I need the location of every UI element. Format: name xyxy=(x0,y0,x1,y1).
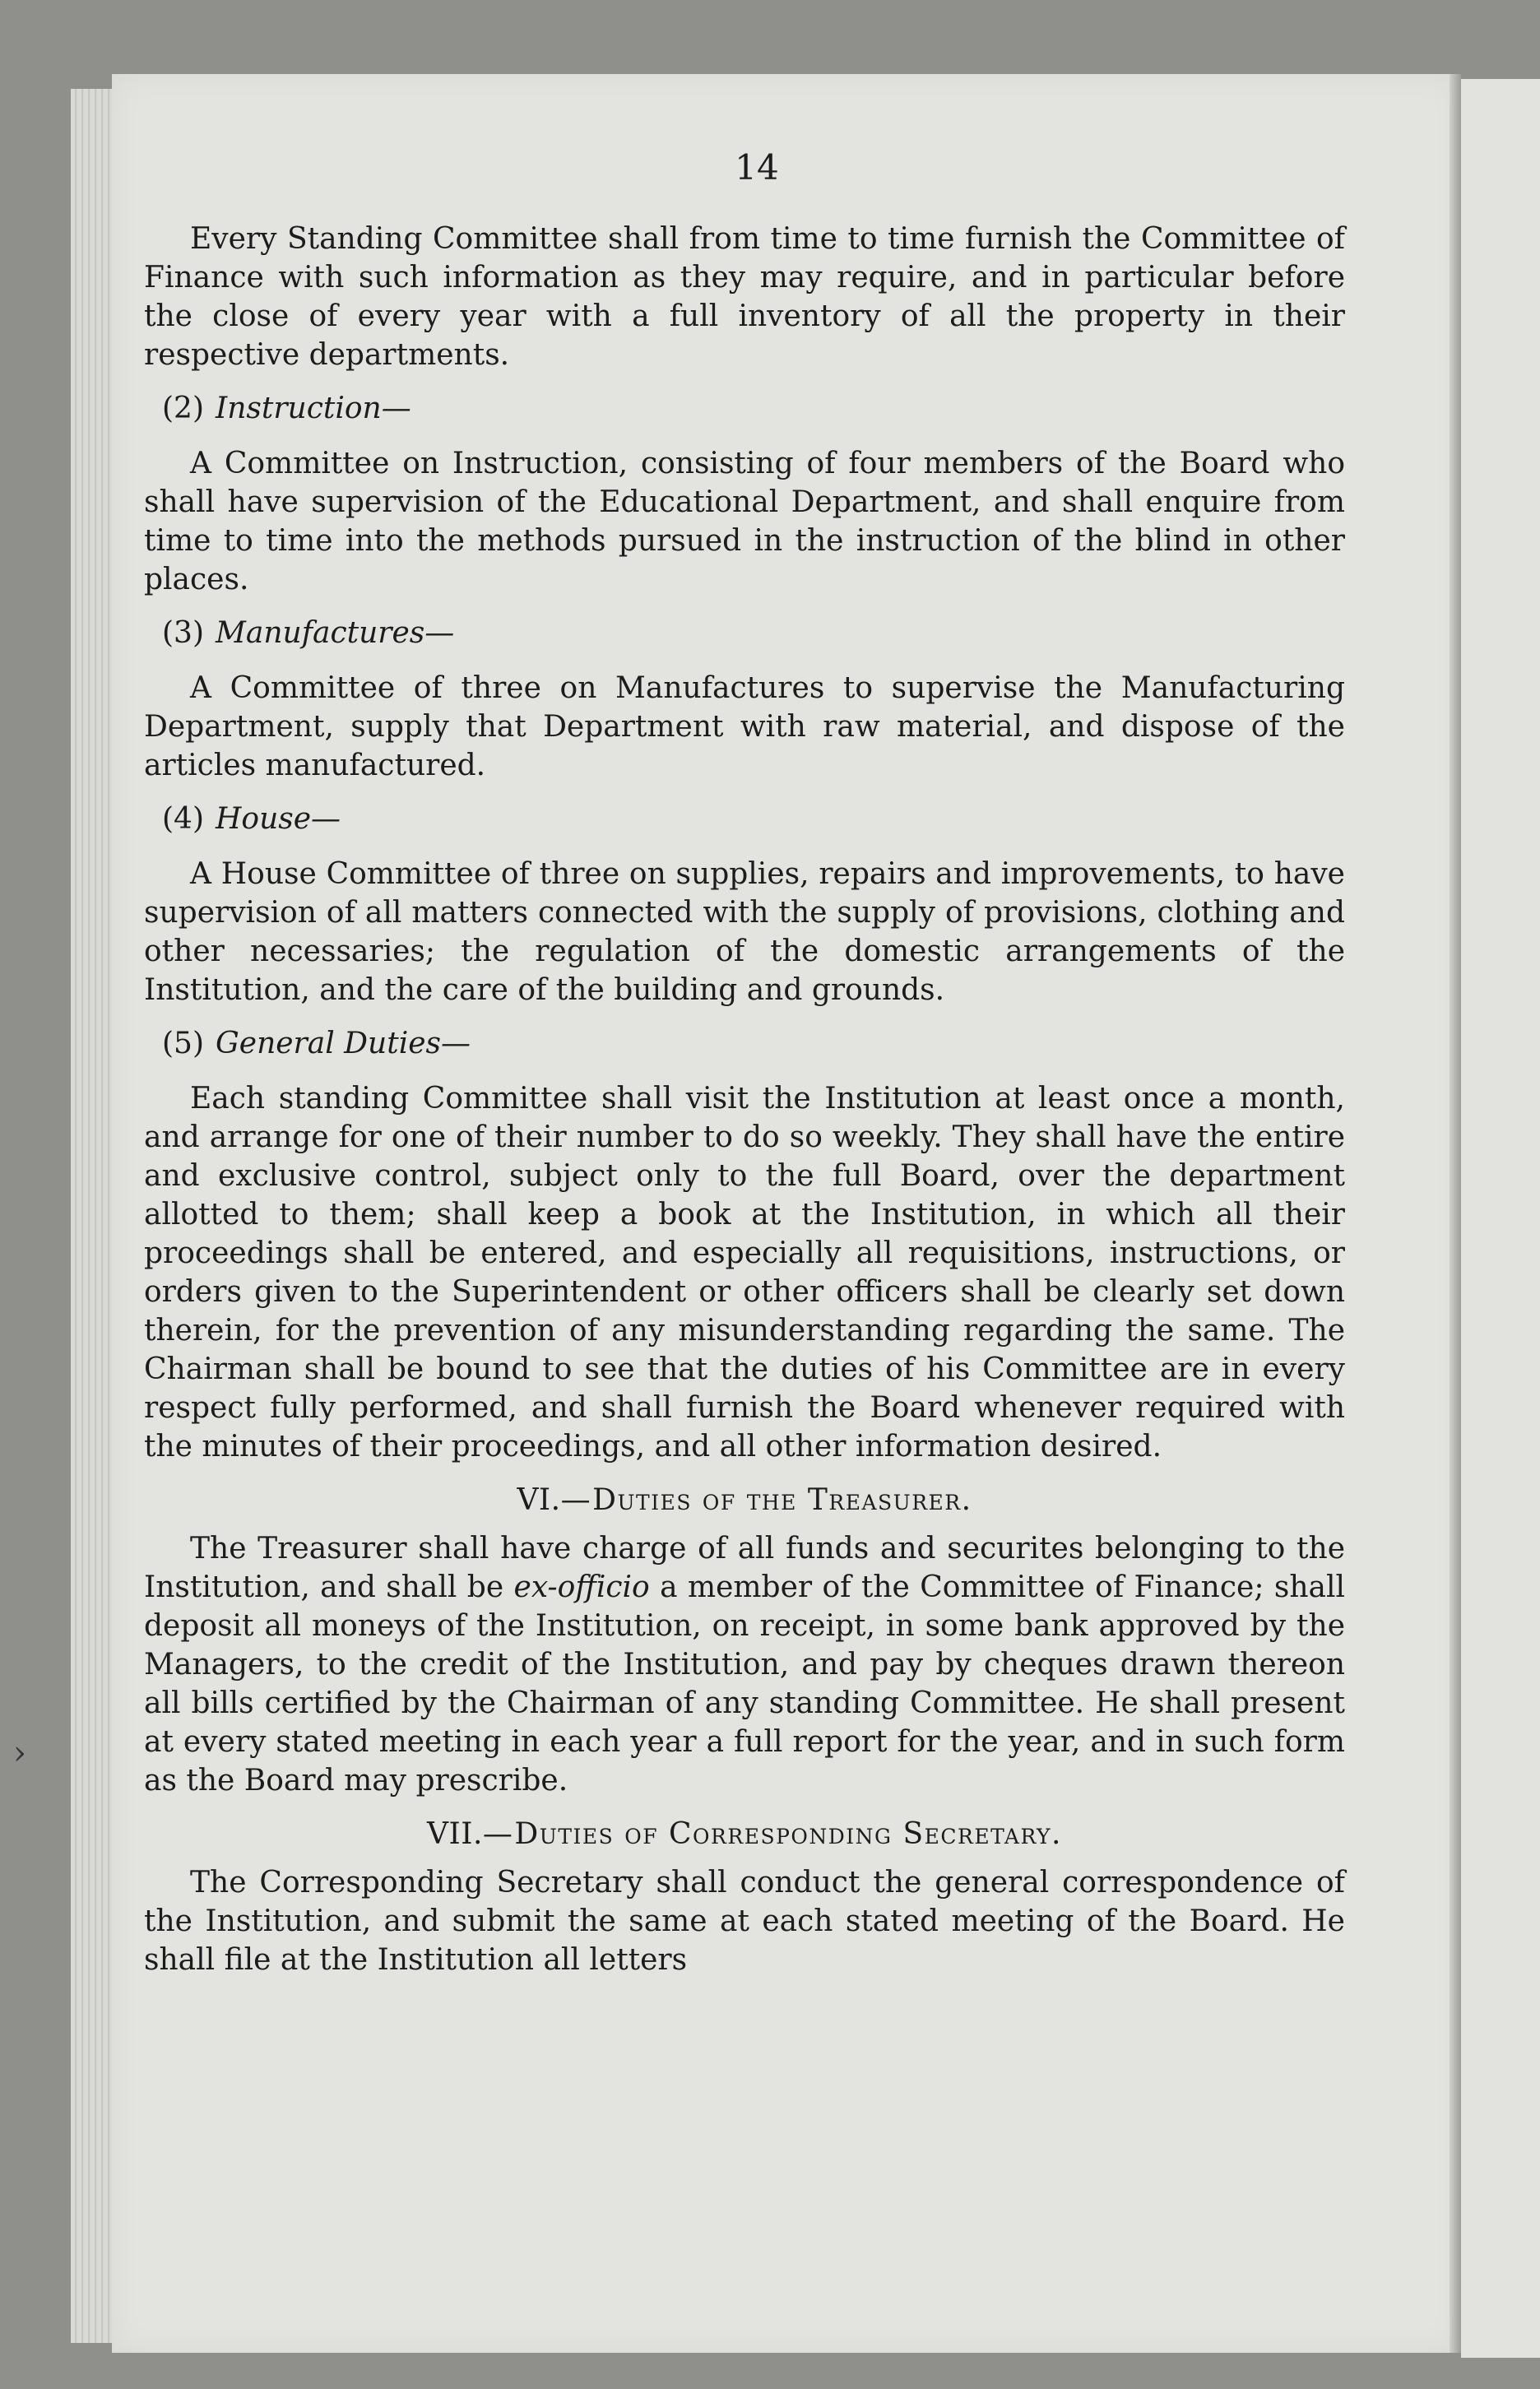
subheading-general-duties xyxy=(144,1024,1345,1063)
paragraph-treasurer xyxy=(144,1529,1345,1800)
paragraph-instruction: A Committee on Instruction, consisting of four members of the Board who shall have supervision of the Educational Department, and shall enquire from time to time into the methods pursued in the instruction of the blind in other places. xyxy=(144,447,1345,596)
subheading-number: (4) xyxy=(162,802,204,836)
gutter-shadow xyxy=(1450,74,1461,2353)
latin-term: ex-officio xyxy=(513,1570,650,1604)
subheading-number: (5) xyxy=(162,1027,204,1060)
subheading-number: (3) xyxy=(162,616,204,650)
section-number: VI.— xyxy=(517,1483,591,1517)
subheading-manufactures xyxy=(144,614,1345,652)
section-title: Duties of Corresponding Secretary. xyxy=(514,1817,1062,1851)
paragraph-house: A House Committee of three on supplies, repairs and improvements, to have supervision of all matters connected with the supply of provisions, clothing and other necessaries; the regulation of the domestic arrangements of the Institution, and the care of the building and grounds. xyxy=(144,857,1345,1007)
paragraph-general-duties: Each standing Committee shall visit the Institution at least once a month, and arrange for one of their number to do so weekly. They shall have the entire and exclusive control, subject only to the full Board, over the department allotted to them; shall keep a book at the Institution, in which all their proceedings shall be entered, and especially all requisitions, instructions, or orders given to the Superintendent or other officers shall be clearly set down therein, for the prevention of any misunderstanding regarding the same. The Chairman shall be bound to see that the duties of his Committee are in every respect fully performed, and shall furnish the Board whenever required with the minutes of their proceedings, and all other information desired. xyxy=(144,1082,1345,1464)
paragraph-text: a member of the Committee of Finance; shall deposit all moneys of the Institution, on receipt, in some bank approved by the Managers, to the credit of the Institution, and pay by cheques drawn thereon all bills certified by the Chairman of any standing Committee. He shall present at every stated meeting in each year a full report for the year, and in such form as the Board may prescribe. xyxy=(144,1570,1345,1798)
subheading-instruction xyxy=(144,389,1345,428)
subheading-title: Manufactures— xyxy=(216,616,455,650)
subheading-title: House— xyxy=(216,802,341,836)
section-title: Duties of the Treasurer. xyxy=(592,1483,972,1517)
section-number: VII.— xyxy=(427,1817,513,1851)
subheading-number: (2) xyxy=(162,392,204,425)
section-heading-secretary xyxy=(144,1815,1345,1853)
page-number: 14 xyxy=(735,147,779,188)
paragraph-text: The Treasurer shall have charge of all funds and securites belonging to the Institution, and shall be xyxy=(144,1532,1345,1604)
paragraph-secretary: The Corresponding Secretary shall conduct the general correspondence of the Institution, and submit the same at each stated meeting of the Board. He shall file at the Institution all letters xyxy=(144,1866,1345,1977)
subheading-title: Instruction— xyxy=(216,392,411,425)
subheading-house xyxy=(144,800,1345,838)
section-heading-treasurer xyxy=(144,1481,1345,1519)
facing-page-edge xyxy=(1461,79,1540,2358)
paragraph-standing-committee: Every Standing Committee shall from time to time furnish the Committee of Finance with such information as they may require, and in particular before the close of every year with a full inventory of all the property in their respective departments. xyxy=(144,222,1345,372)
page-text xyxy=(144,148,1345,1994)
paragraph-manufactures: A Committee of three on Manufactures to supervise the Manufacturing Department, supply that Department with raw material, and dispose of the articles manufactured. xyxy=(144,671,1345,782)
subheading-title: General Duties— xyxy=(216,1027,471,1060)
margin-mark: › xyxy=(13,1734,26,1772)
